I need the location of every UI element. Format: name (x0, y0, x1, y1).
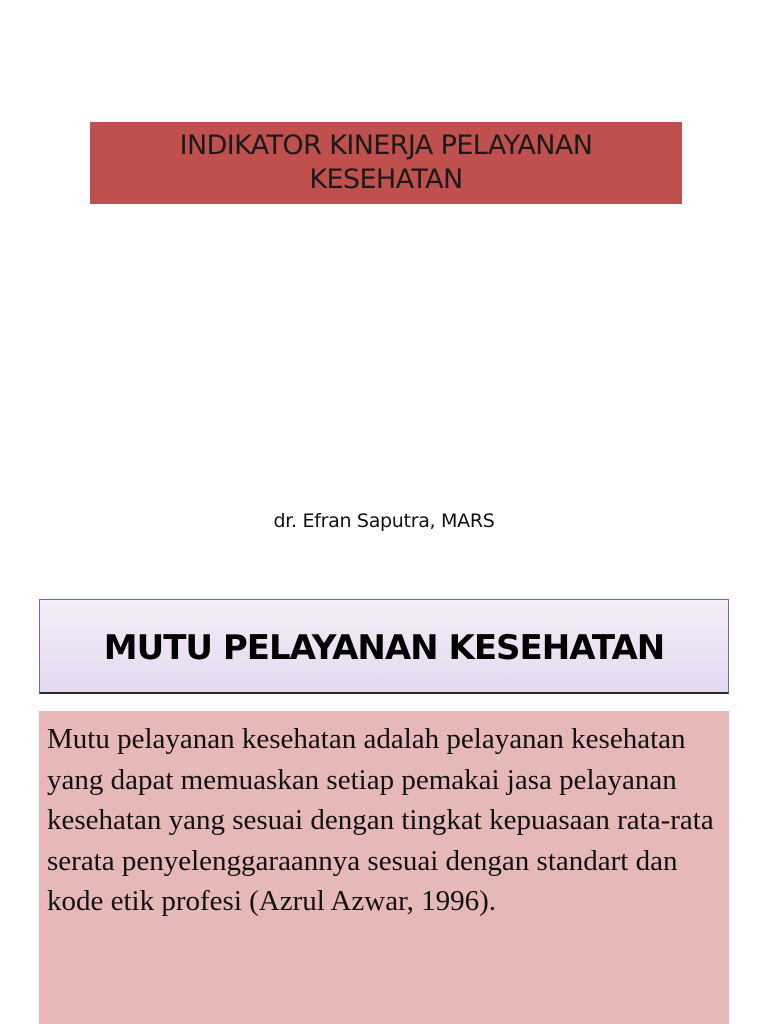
content-box (39, 711, 729, 1024)
author-name: dr. Efran Saputra, MARS (273, 510, 495, 532)
title-banner (90, 122, 682, 204)
slide-title: INDIKATOR KINERJA PELAYANAN KESEHATAN (179, 130, 593, 195)
section-heading: MUTU PELAYANAN KESEHATAN (103, 628, 665, 668)
definition-paragraph: Mutu pelayanan kesehatan adalah pelayanan kesehatan yang dapat memuaskan setiap pemakai jasa pelayanan kesehatan yang sesuai dengan tingkat kepuasaan rata-rata serata penyelenggaraannya sesuai dengan standart dan kode etik profesi (Azrul Azwar, 1996). (47, 723, 714, 917)
section-header (39, 599, 729, 694)
